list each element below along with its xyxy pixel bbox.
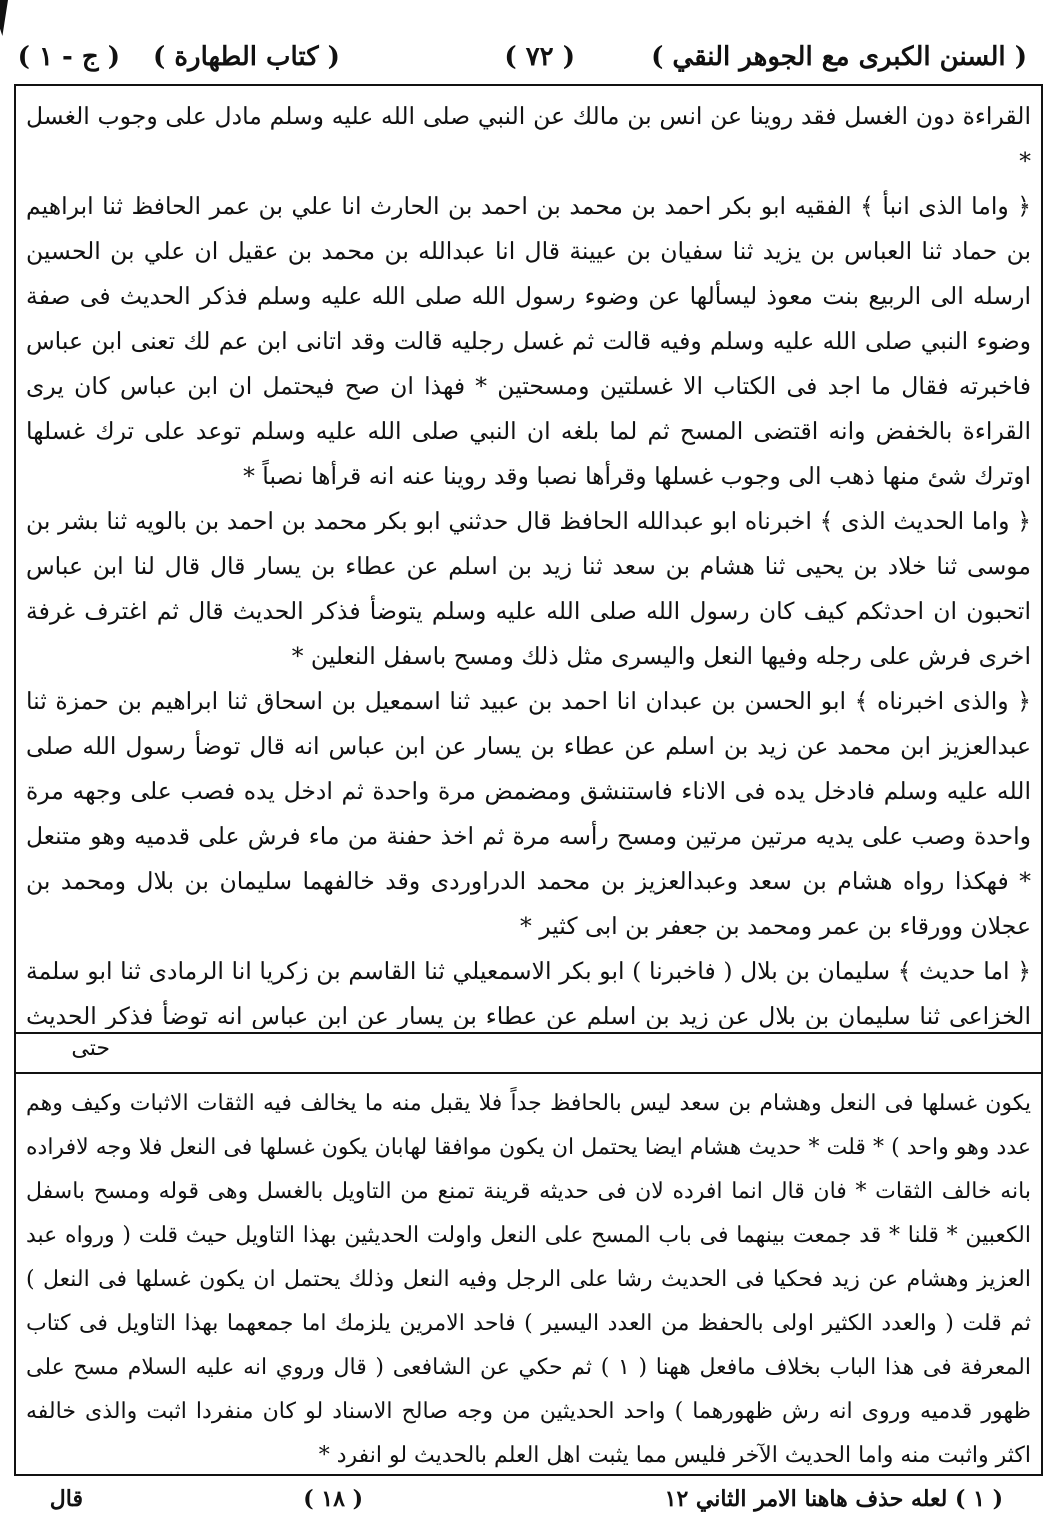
page-number: ( ٧٢ ) <box>504 42 575 72</box>
footnote: ( ١ ) لعله حذف هاهنا الامر الثاني ١٢ <box>664 1486 1003 1512</box>
divider <box>14 1032 1043 1034</box>
paragraph: ﴿ واما الذى انبأ ﴾ الفقيه ابو بكر احمد بن محمد بن احمد بن الحارث انا علي بن عمر الحافظ ثنا ابراهيم بن حماد ثنا العباس بن يزيد ثنا سفيان بن عيينة قال انا عبدالله بن محمد بن عقيل ان علي بن الحسين ارسله الى الربيع بنت معوذ ليسألها عن وضوء رسول الله صلى الله عليه وسلم فذكر الحديث فى صفة وضوء النبي صلى الله عليه وسلم وفيه قالت ثم غسل رجليه قالت وقد اتانى ابن عم لك تعنى ابن عباس فاخبرته فقال ما اجد فى الكتاب الا غسلتين ومسحتين * فهذا ان صح فيحتمل ان ابن عباس كان يرى القراءة بالخفض وانه اقتضى المسح ثم لما بلغه ان النبي صلى الله عليه وسلم توعد على ترك غسلها اوترك شئ منها ذهب الى وجوب غسلها وقرأها نصبا وقد روينا عنه انه قرأها نصباً * <box>26 192 1031 490</box>
page-header <box>17 38 1035 78</box>
page-footer <box>28 1484 1033 1524</box>
book-title: ( السنن الكبرى مع الجوهر النقي ) <box>651 42 1027 72</box>
catchword: قال <box>49 1486 83 1512</box>
divider <box>14 1072 1043 1074</box>
footer-page-number: ( ١٨ ) <box>303 1486 363 1512</box>
paragraph: ﴿ والذى اخبرناه ﴾ ابو الحسن بن عبدان انا احمد بن عبيد ثنا اسمعيل بن اسحاق ثنا ابراهيم بن حمزة ثنا عبدالعزيز ابن محمد عن زيد بن اسلم عن عطاء بن يسار عن ابن عباس انه قال توضأ رسول الله صلى الله عليه وسلم فادخل يده فى الاناء فاستنشق ومضمض مرة واحدة ثم ادخل يده فصب على وجهه مرة واحدة وصب على يديه مرتين مرتين ومسح رأسه مرة ثم اخذ حفنة من ماء فرش على قدميه وهو متنعل * فهكذا رواه هشام بن سعد وعبدالعزيز بن محمد الدراوردى وقد خالفهما سليمان بن بلال ومحمد بن عجلان وورقاء بن عمر ومحمد بن جعفر بن ابى كثير * <box>26 687 1031 940</box>
notes-paragraph: يكون غسلها فى النعل وهشام بن سعد ليس بالحافظ جداً فلا يقبل منه ما يخالف فيه الثقات الاثبات وكيف وهم عدد وهو واحد ) * قلت * حديث هشام ايضا يحتمل ان يكون موافقا لهابان يكون غسلها فى النعل فلا وجه لافراده بانه خالف الثقات * فان قال انما افرده لان فى حديثه قرينة تمنع من التاويل بالغسل وهى قوله ومسح باسفل الكعبين * قلنا * قد جمعت بينهما فى باب المسح على النعل واولت الحديثين بهذا التاويل حيث قلت ( ورواه عبد العزيز وهشام عن زيد فحكيا فى الحديث رشا على الرجل وفيه النعل وذلك يحتمل ان يكون غسلها فى النعل ) ثم قلت ( والعدد الكثير اولى بالحفظ من العدد اليسير ) فاحد الامرين يلزمك اما جمعهما بهذا التاويل فى كتاب المعرفة فى هذا الباب بخلاف مافعل ههنا ( ١ ) ثم حكي عن الشافعى ( قال وروي انه عليه السلام مسح على ظهور قدميه وروى انه رش ظهورهما ) واحد الحديثين من وجه صالح الاسناد لو كان منفردا اثبت والذى خالفه اكثر واثبت منه واما الحديث الآخر فليس مما يثبت اهل العلم بالحديث لو انفرد * <box>26 1091 1031 1468</box>
chapter-title: ( كتاب الطهارة ) <box>153 42 340 72</box>
corner-mark <box>0 0 8 36</box>
paragraph: ﴿ اما حديث ﴾ سليمان بن بلال ( فاخبرنا ) ابو بكر الاسمعيلي ثنا القاسم بن زكريا انا الرمادى ثنا ابو سلمة الخزاعى ثنا سليمان بن بلال عن زيد بن اسلم عن عطاء بن يسار عن ابن عباس انه توضأ فذكر الحديث <box>26 957 1031 1029</box>
paragraph: ﴿ واما الحديث الذى ﴾ اخبرناه ابو عبدالله الحافظ قال حدثني ابو بكر محمد بن احمد بن بالويه ثنا بشر بن موسى ثنا خلاد بن يحيى ثنا هشام بن سعد ثنا زيد بن اسلم عن عطاء بن يسار قال قال لنا ابن عباس اتحبون ان احدثكم كيف كان رسول الله صلى الله عليه وسلم يتوضأ فذكر الحديث قال ثم اغترف غرفة اخرى فرش على رجله وفيها النعل واليسرى مثل ذلك ومسح باسفل النعلين * <box>26 507 1031 670</box>
commentary-notes <box>26 1082 1031 1470</box>
main-text <box>26 94 1031 1029</box>
paragraph: القراءة دون الغسل فقد روينا عن انس بن مالك عن النبي صلى الله عليه وسلم مادل على وجوب الغسل * <box>26 102 1031 175</box>
volume-number: ( ج - ١ ) <box>17 42 120 72</box>
catchword-top: حتى <box>71 1036 110 1061</box>
